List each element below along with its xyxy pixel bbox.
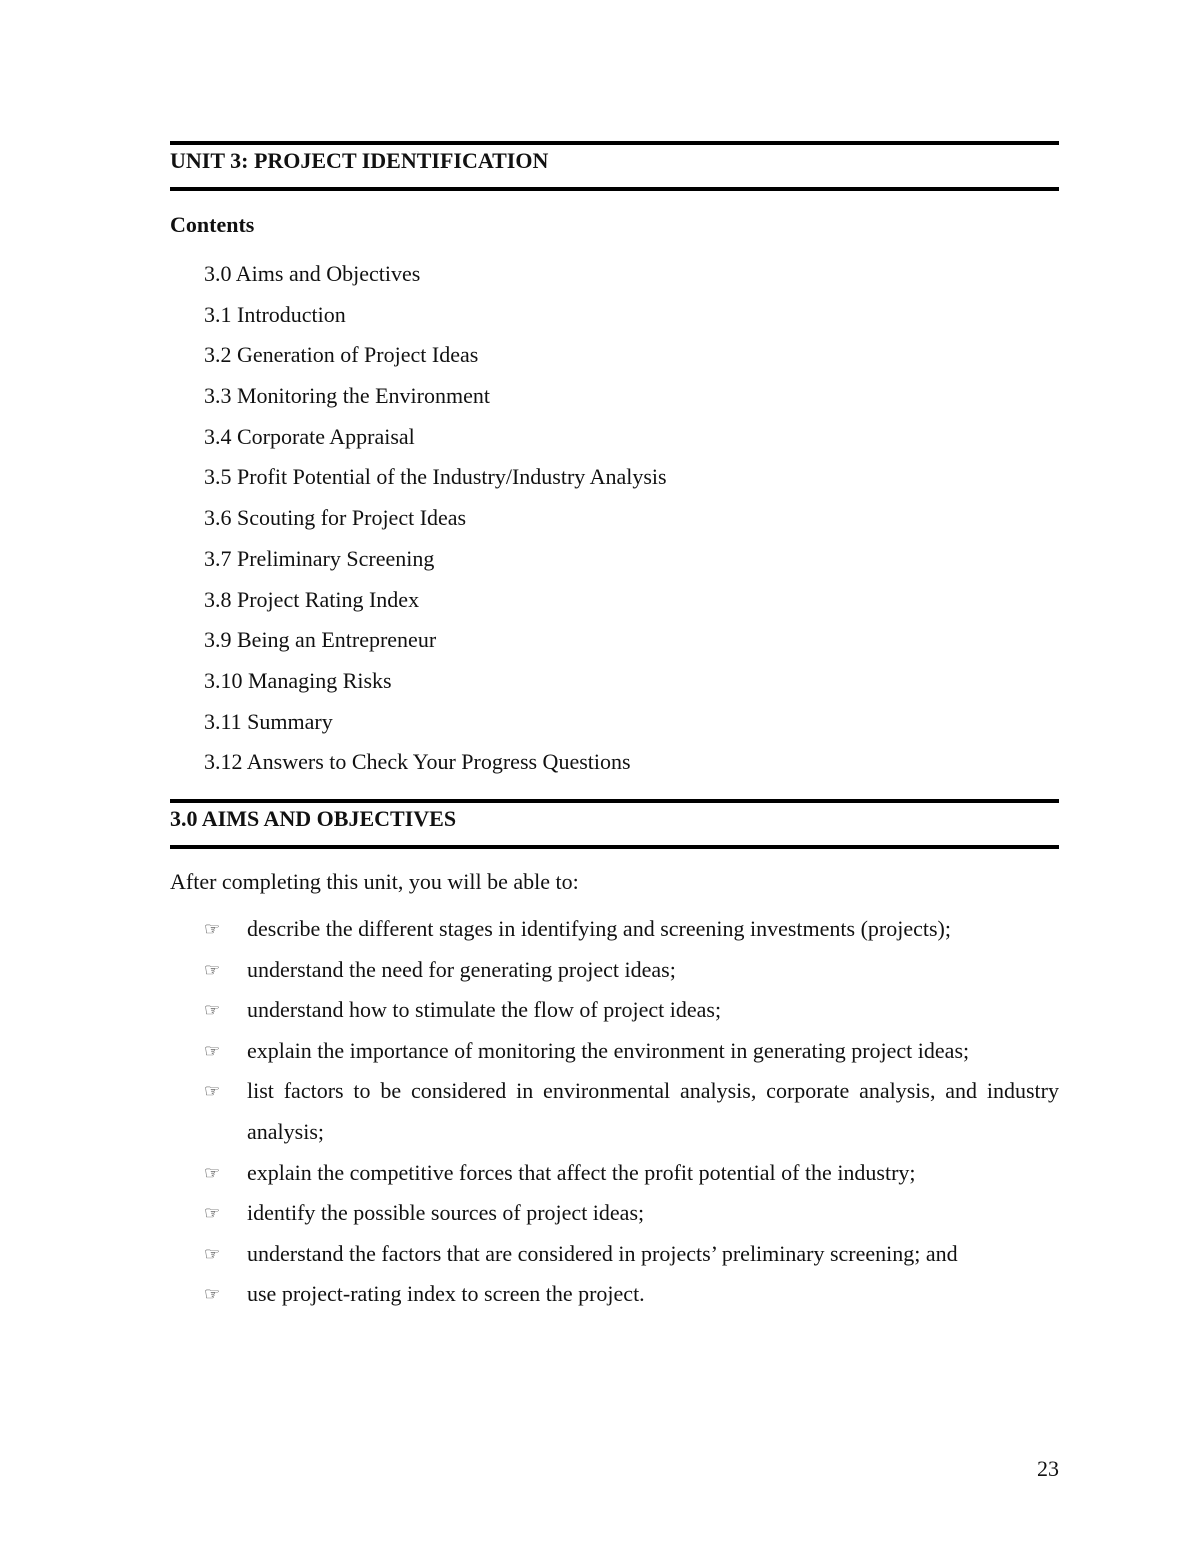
section-bottom-rule [170, 845, 1059, 849]
objective-item [204, 1153, 1059, 1194]
contents-title: Contents [170, 212, 255, 237]
objective-text: describe the different stages in identifying and screening investments (projects); [247, 916, 951, 941]
pointing-hand-icon: ☞ [204, 1284, 221, 1305]
objectives-list [204, 909, 1059, 1315]
unit-bottom-rule [170, 187, 1059, 191]
objectives-intro: After completing this unit, you will be able to: [170, 869, 579, 894]
toc-item: 3.8 Project Rating Index [204, 586, 420, 612]
objective-text: understand the factors that are considered in projects’ preliminary screening; and [247, 1240, 958, 1266]
objective-text: identify the possible sources of project ideas; [247, 1200, 645, 1226]
toc-item: 3.10 Managing Risks [204, 667, 392, 693]
toc-item: 3.6 Scouting for Project Ideas [204, 505, 467, 531]
pointing-hand-icon: ☞ [204, 1040, 221, 1061]
objective-text: understand the need for generating project ideas; [247, 956, 676, 982]
page-number: 23 [1037, 1456, 1059, 1481]
unit-top-rule [170, 141, 1059, 145]
pointing-hand-icon: ☞ [204, 919, 221, 939]
objective-item [204, 1193, 1059, 1234]
toc-item: 3.2 Generation of Project Ideas [204, 342, 479, 368]
objective-text: understand how to stimulate the flow of project ideas; [247, 997, 722, 1023]
table-of-contents [204, 254, 667, 783]
pointing-hand-icon: ☞ [204, 1081, 221, 1102]
pointing-hand-icon: ☞ [204, 1000, 221, 1021]
objective-item [204, 1031, 1059, 1072]
pointing-hand-icon: ☞ [204, 1162, 221, 1183]
pointing-hand-icon: ☞ [204, 1203, 221, 1224]
toc-item: 3.3 Monitoring the Environment [204, 383, 490, 409]
toc-item: 3.0 Aims and Objectives [204, 261, 421, 286]
objective-text: list factors to be considered in environmental analysis, corporate analysis, and industry analysis; [247, 1078, 1059, 1144]
objective-item [204, 1071, 1059, 1152]
objective-item [204, 1274, 1059, 1315]
objective-item [204, 1234, 1059, 1275]
toc-item: 3.11 Summary [204, 708, 333, 734]
objective-text: explain the importance of monitoring the environment in generating project ideas; [247, 1037, 970, 1063]
toc-item: 3.4 Corporate Appraisal [204, 423, 415, 449]
section-top-rule [170, 799, 1059, 803]
toc-item: 3.5 Profit Potential of the Industry/Industry Analysis [204, 464, 667, 490]
toc-item: 3.1 Introduction [204, 301, 346, 327]
objective-item [204, 950, 1059, 991]
toc-item: 3.9 Being an Entrepreneur [204, 627, 437, 653]
toc-item: 3.7 Preliminary Screening [204, 545, 435, 571]
objective-item [204, 990, 1059, 1031]
objective-text: explain the competitive forces that affect the profit potential of the industry; [247, 1159, 916, 1185]
section-title: 3.0 AIMS AND OBJECTIVES [170, 806, 457, 831]
pointing-hand-icon: ☞ [204, 1243, 221, 1264]
toc-item: 3.12 Answers to Check Your Progress Questions [204, 749, 631, 775]
objective-item [204, 909, 1059, 950]
unit-title: UNIT 3: PROJECT IDENTIFICATION [170, 148, 549, 173]
pointing-hand-icon: ☞ [204, 959, 221, 980]
objective-text: use project-rating index to screen the project. [247, 1281, 645, 1307]
